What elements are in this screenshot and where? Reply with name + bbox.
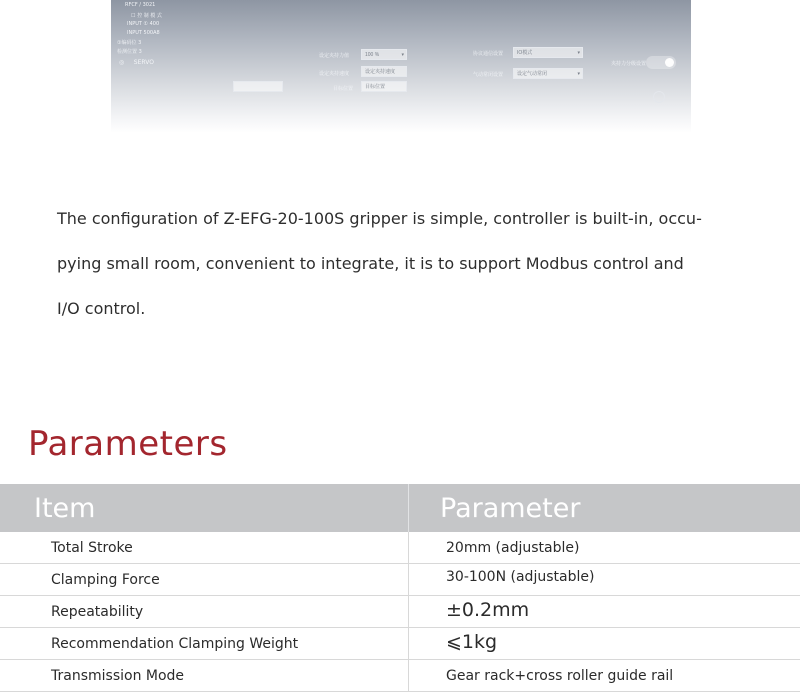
row-item: Transmission Mode [51, 668, 185, 684]
screenshot-select [361, 81, 407, 92]
row-item: Repeatability [51, 604, 144, 620]
screenshot-select [513, 47, 583, 58]
screenshot-select-value: 目标位置 [365, 84, 386, 90]
row-value: ±0.2mm [446, 599, 530, 621]
column-divider [408, 484, 409, 532]
software-screenshot [111, 0, 691, 133]
screenshot-form-label: 设定夹持速度 [319, 71, 350, 77]
screenshot-line: INPUT ① 400 [127, 21, 160, 27]
table-row [0, 532, 800, 564]
chevron-down-icon: ▾ [577, 50, 580, 56]
screenshot-select [233, 81, 283, 92]
table-header [0, 484, 800, 532]
table-row [0, 596, 800, 628]
column-divider [408, 532, 409, 563]
screenshot-side-label: ☐ 控 制 模 式 [131, 13, 162, 19]
row-value: 20mm (adjustable) [446, 540, 580, 556]
column-divider [408, 660, 409, 691]
description-line: pying small room, convenient to integrate, it is to support Modbus control and [57, 254, 684, 273]
screenshot-line: ①编码位 3 [117, 40, 142, 46]
row-value: ⩽1kg [446, 631, 498, 653]
row-item: Total Stroke [51, 540, 133, 556]
screenshot-form-label: 目标位置 [333, 86, 354, 92]
screenshot-select [513, 68, 583, 79]
screenshot-form-label: 气动常闭设置 [473, 72, 504, 78]
section-title: Parameters [28, 424, 228, 464]
header-parameter: Parameter [440, 493, 581, 524]
screenshot-bottom-label: ◎ SERVO [119, 59, 154, 66]
table-row [0, 564, 800, 596]
screenshot-line: INPUT 500A8 [127, 30, 160, 36]
header-item: Item [34, 493, 96, 524]
screenshot-select-value: 100 % [365, 52, 380, 58]
screenshot-form-label: 协议通信设置 [473, 51, 504, 57]
column-divider [408, 596, 409, 627]
screenshot-header-text: RFCF / 3021 [125, 2, 156, 8]
screenshot-select [361, 49, 407, 60]
screenshot-toggle [646, 56, 676, 69]
description-line: The configuration of Z-EFG-20-100S gripper is simple, controller is built-in, occu- [57, 209, 702, 228]
table-row [0, 660, 800, 692]
chevron-down-icon: ▾ [577, 71, 580, 77]
row-item: Clamping Force [51, 572, 160, 588]
screenshot-select-value: IO模式 [517, 50, 533, 56]
screenshot-form-label: 夹持力分级设置 [611, 61, 647, 67]
row-item: Recommendation Clamping Weight [51, 636, 299, 652]
row-value: 30-100N (adjustable) [446, 569, 595, 585]
table-row [0, 628, 800, 660]
product-description [57, 196, 757, 331]
column-divider [408, 628, 409, 659]
column-divider [408, 564, 409, 595]
chevron-down-icon: ▾ [401, 52, 404, 58]
screenshot-circle-icon [653, 91, 665, 103]
row-value: Gear rack+cross roller guide rail [446, 668, 674, 684]
parameters-table [0, 484, 800, 692]
toggle-knob [665, 58, 674, 67]
screenshot-line: 检测位置 3 [117, 49, 142, 55]
screenshot-select-value: 设定夹持速度 [365, 69, 396, 75]
description-line: I/O control. [57, 299, 146, 318]
screenshot-select-value: 设定气动常闭 [517, 71, 548, 77]
screenshot-form-label: 设定夹持力值 [319, 53, 350, 59]
screenshot-select [361, 66, 407, 77]
